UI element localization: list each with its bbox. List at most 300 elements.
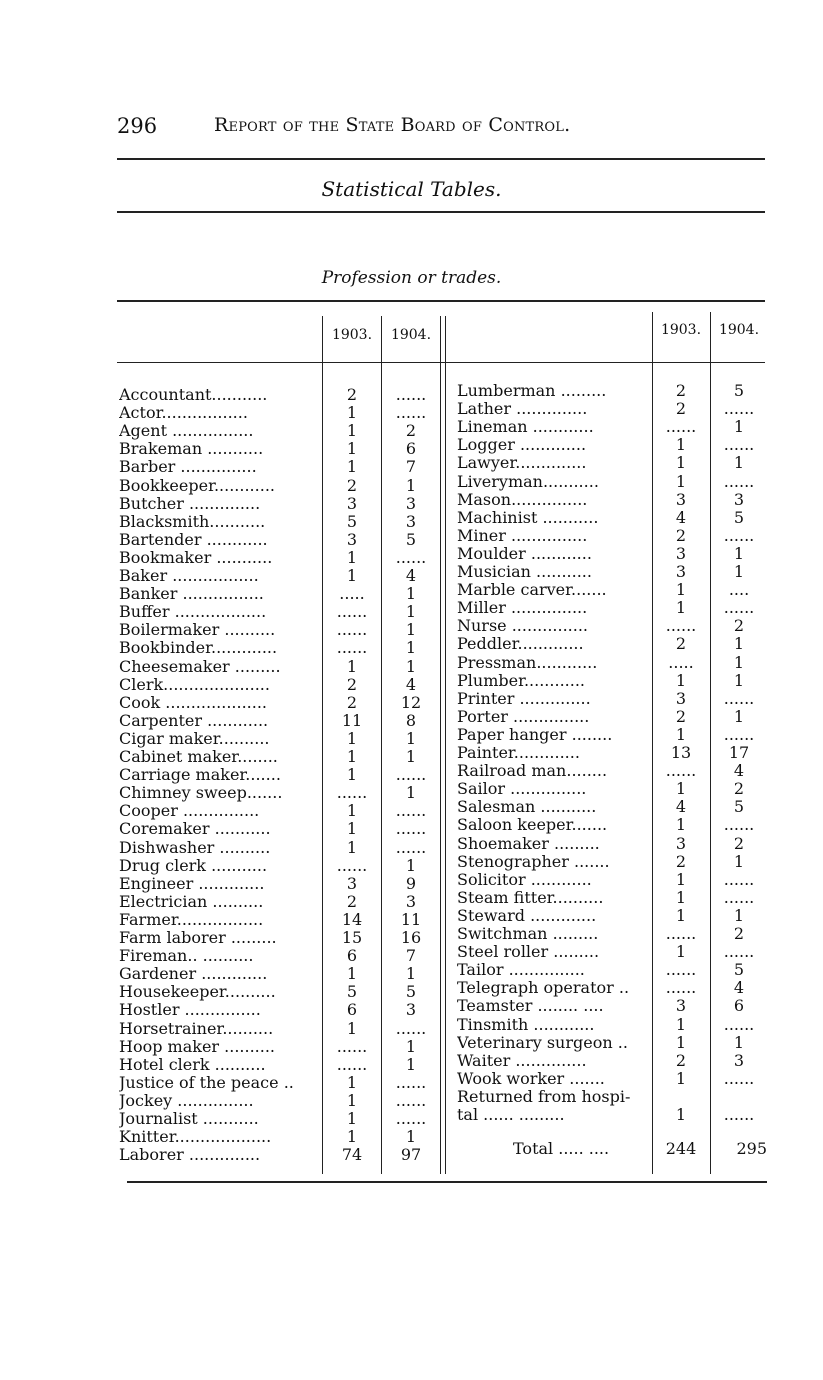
row-label: Nurse ............... (457, 617, 589, 636)
value-1903: 2 (675, 1050, 687, 1070)
table-row (119, 784, 440, 802)
value-1903: 6 (346, 946, 358, 966)
value-1904: 1 (733, 543, 745, 563)
value-1903: 1 (346, 1127, 358, 1147)
value-1904: ...... (723, 435, 755, 455)
row-label: Steel roller ......... (457, 943, 600, 962)
value-1904: 1 (733, 417, 745, 437)
value-1903: 3 (675, 996, 687, 1016)
value-1903: 1 (675, 815, 687, 835)
value-1903: 5 (346, 982, 358, 1002)
table-row (457, 997, 767, 1015)
value-1904: ...... (395, 819, 427, 839)
table-head-rule (117, 362, 765, 363)
value-1903: 2 (675, 706, 687, 726)
value-1903: 2 (346, 891, 358, 911)
value-1904: ...... (395, 1018, 427, 1038)
row-label: Cheesemaker ......... (119, 657, 281, 676)
value-1903: 1 (675, 724, 687, 744)
value-1903: 1 (675, 905, 687, 925)
value-1904: ...... (395, 403, 427, 423)
value-1904: ...... (723, 688, 755, 708)
row-label: Brakeman ........... (119, 440, 264, 459)
value-1903: 1 (346, 656, 358, 676)
value-1904: ...... (723, 1105, 755, 1124)
table-row (119, 694, 440, 712)
table-row (457, 617, 767, 635)
row-label: Bookbinder............. (119, 639, 278, 658)
value-1903: 1 (675, 580, 687, 600)
value-1904: ...... (723, 598, 755, 618)
value-1904: .... (728, 580, 750, 600)
value-1903: 3 (675, 833, 687, 853)
table-row (457, 1106, 767, 1124)
table-row (457, 599, 767, 617)
value-1903: 3 (675, 562, 687, 581)
value-1904: 3 (405, 1000, 417, 1020)
row-label: Bartender ............ (119, 530, 268, 549)
table-row (119, 676, 440, 694)
value-1904: 1 (405, 747, 417, 766)
row-label: Peddler............. (457, 635, 584, 654)
value-1903: 1 (346, 837, 358, 857)
value-1904: ...... (723, 724, 755, 744)
table-row (119, 422, 440, 440)
value-1904: ...... (723, 525, 755, 545)
row-label: Sailor ............... (457, 780, 587, 799)
table-row (119, 730, 440, 748)
row-label: Agent ................ (119, 422, 254, 441)
row-label: Miller ............... (457, 599, 588, 618)
value-1903: 1 (346, 801, 358, 821)
table-row (119, 621, 440, 639)
value-1903: 1 (346, 728, 358, 748)
value-1904: ...... (395, 1090, 427, 1110)
table-row (119, 513, 440, 531)
table-row (119, 1001, 440, 1019)
table-row (119, 983, 440, 1001)
value-1903: 74 (341, 1145, 363, 1165)
row-label: Telegraph operator .. (457, 979, 630, 998)
value-1904: 3 (405, 891, 417, 911)
value-1903: ..... (668, 652, 694, 672)
value-1904: 1 (405, 964, 417, 984)
value-1904: 5 (733, 507, 745, 527)
row-label: Housekeeper.......... (119, 983, 276, 1002)
table-row (119, 440, 440, 458)
row-label: Journalist ........... (119, 1110, 259, 1128)
table-row (119, 404, 440, 422)
value-1903: 2 (346, 475, 358, 495)
row-label: Shoemaker ......... (457, 834, 600, 853)
table-row (457, 907, 767, 925)
value-1903: 1 (346, 1018, 358, 1038)
table-row (457, 672, 767, 690)
table-row (457, 1052, 767, 1070)
total-1904: 295 (736, 1139, 767, 1158)
table-row (457, 654, 767, 672)
table-row (119, 893, 440, 911)
table-row (457, 545, 767, 563)
table-row (119, 639, 440, 657)
row-label: Lather .............. (457, 400, 588, 419)
value-1903: 1 (346, 439, 358, 459)
row-label: Hotel clerk .......... (119, 1055, 266, 1074)
table-row (457, 835, 767, 853)
value-1904: 4 (733, 978, 745, 998)
value-1904: 5 (733, 381, 745, 400)
table-row (119, 477, 440, 495)
value-1904: 2 (733, 616, 745, 636)
value-1903: 2 (675, 851, 687, 871)
value-1903: 1 (346, 819, 358, 839)
value-1903: 1 (346, 547, 358, 567)
value-1903: 1 (675, 1014, 687, 1034)
value-1904: 1 (405, 620, 417, 640)
value-1904: 7 (405, 946, 417, 966)
row-label: Wook worker ....... (457, 1069, 605, 1088)
row-label: Boilermaker .......... (119, 621, 276, 640)
table-row (457, 527, 767, 545)
table-row (457, 979, 767, 997)
value-1904: 1 (405, 783, 417, 803)
table-row (119, 585, 440, 603)
value-1903: 1 (346, 964, 358, 984)
value-1904: 11 (400, 909, 422, 929)
row-label: tal ...... ......... (457, 1106, 565, 1124)
row-label: Farm laborer ......... (119, 929, 277, 947)
value-1904: ...... (723, 887, 755, 907)
value-1903: 1 (346, 747, 358, 766)
table-row (457, 635, 767, 653)
row-label: Porter ............... (457, 707, 590, 726)
row-label: Cooper ............... (119, 802, 260, 821)
value-1903: 1 (675, 779, 687, 799)
table-row (457, 925, 767, 943)
value-1903: ...... (665, 761, 697, 781)
value-1903: 2 (346, 674, 358, 694)
value-1904: 12 (400, 692, 422, 712)
table-row (119, 386, 440, 404)
value-1903: ...... (665, 960, 697, 980)
table-row (119, 1074, 440, 1092)
row-label: Laborer .............. (119, 1146, 261, 1165)
row-label: Gardener ............. (119, 965, 268, 984)
value-1904: 9 (405, 873, 417, 893)
table-row (119, 712, 440, 730)
table-row (119, 549, 440, 567)
row-label: Liveryman........... (457, 472, 599, 491)
value-1903: 3 (675, 543, 687, 563)
value-1903: 1 (675, 670, 687, 690)
row-label: Chimney sweep....... (119, 784, 283, 803)
value-1904: 3 (405, 493, 417, 513)
table-row (457, 1088, 767, 1106)
row-label: Buffer .................. (119, 603, 267, 622)
table-row (119, 531, 440, 549)
row-label: Paper hanger ........ (457, 725, 613, 744)
row-label: Accountant........... (119, 386, 268, 404)
value-1904: 17 (728, 743, 750, 762)
value-1903: 6 (346, 1000, 358, 1020)
value-1903: 1 (675, 1105, 687, 1124)
value-1904: ...... (395, 1109, 427, 1128)
table-row (119, 567, 440, 585)
value-1904: 5 (733, 960, 745, 980)
col-1904-left: 1904. (390, 327, 432, 343)
row-label: Returned from hospi- (457, 1087, 631, 1106)
value-1903: 3 (346, 493, 358, 513)
row-label: Marble carver....... (457, 581, 607, 600)
value-1903: 1 (675, 453, 687, 473)
value-1904: 5 (733, 797, 745, 817)
value-1904: ...... (395, 801, 427, 821)
value-1904: 3 (405, 511, 417, 531)
value-1904: 1 (405, 602, 417, 622)
value-1903: 1 (346, 1072, 358, 1092)
table-row (457, 473, 767, 491)
table-row (119, 820, 440, 838)
value-1903: 1 (346, 403, 358, 423)
value-1903: 11 (341, 710, 363, 730)
table-row (119, 875, 440, 893)
row-label: Cook .................... (119, 693, 268, 712)
table-row (457, 581, 767, 599)
row-label: Waiter .............. (457, 1051, 587, 1070)
value-1903: 3 (346, 873, 358, 893)
row-label: Printer .............. (457, 689, 591, 708)
value-1904: ...... (723, 1068, 755, 1088)
table-row (119, 603, 440, 621)
row-label: Bookkeeper............ (119, 476, 275, 495)
value-1903: 1 (675, 598, 687, 618)
row-label: Engineer ............. (119, 874, 265, 893)
value-1904: ...... (723, 399, 755, 419)
value-1904: 1 (405, 638, 417, 658)
value-1903: 1 (675, 435, 687, 455)
row-label: Musician ........... (457, 563, 592, 581)
col-1904-right: 1904. (718, 322, 760, 338)
value-1904: ...... (723, 815, 755, 835)
value-1903: 2 (346, 692, 358, 712)
row-label: Barber ............... (119, 458, 257, 477)
table-row (457, 798, 767, 816)
table-row (119, 1110, 440, 1128)
table-row (119, 1020, 440, 1038)
value-1904: 6 (405, 439, 417, 459)
value-1903: 1 (675, 869, 687, 889)
col-1903-left: 1903. (331, 327, 373, 343)
value-1903: ...... (336, 1054, 368, 1074)
table-row (457, 708, 767, 726)
value-1904: 7 (405, 457, 417, 477)
row-label: Cigar maker.......... (119, 729, 270, 748)
row-label: Hoop maker .......... (119, 1037, 276, 1056)
value-1904: 2 (405, 421, 417, 441)
value-1903: 1 (346, 765, 358, 785)
value-1904: 2 (733, 924, 745, 943)
row-label: Knitter................... (119, 1128, 272, 1147)
total-label: Total ..... .... (513, 1139, 610, 1158)
table-row (457, 726, 767, 744)
table-row (119, 1092, 440, 1110)
row-label: Stenographer ....... (457, 852, 610, 871)
row-label: Jockey ............... (119, 1091, 254, 1110)
row-label: Logger ............. (457, 436, 587, 455)
row-label: Cabinet maker........ (119, 748, 278, 766)
value-1904: 1 (405, 728, 417, 748)
running-title: Report of the State Board of Control. (214, 114, 571, 136)
row-label: Veterinary surgeon .. (457, 1033, 628, 1052)
table-bottom-rule (127, 1181, 767, 1183)
row-label: Clerk..................... (119, 675, 270, 694)
row-label: Dishwasher .......... (119, 838, 271, 857)
value-1904: ...... (395, 837, 427, 857)
value-1903: ...... (665, 417, 697, 437)
value-1904: 1 (405, 855, 417, 875)
row-label: Tailor ............... (457, 961, 585, 980)
row-label: Coremaker ........... (119, 820, 271, 839)
value-1903: 4 (675, 797, 687, 817)
row-label: Steam fitter.......... (457, 888, 604, 907)
value-1904: 6 (733, 996, 745, 1016)
value-1903: 2 (675, 634, 687, 654)
value-1903: 3 (675, 688, 687, 708)
value-1904: 1 (405, 1036, 417, 1056)
table-row (119, 495, 440, 513)
value-1904: 1 (733, 706, 745, 726)
value-1903: 1 (675, 471, 687, 491)
row-label: Lawyer.............. (457, 454, 587, 473)
table-row (457, 1034, 767, 1052)
table-row (457, 1070, 767, 1088)
value-1904: 1 (733, 634, 745, 654)
value-1904: 4 (405, 674, 417, 694)
row-label: Blacksmith........... (119, 512, 266, 531)
row-label: Lumberman ......... (457, 382, 607, 400)
table-row (119, 1128, 440, 1146)
value-1904: ...... (395, 547, 427, 567)
row-label: Electrician .......... (119, 892, 264, 911)
table-row (457, 690, 767, 708)
table-row (457, 871, 767, 889)
section-title: Statistical Tables. (321, 177, 502, 201)
value-1903: 1 (346, 457, 358, 477)
value-1903: 1 (346, 421, 358, 441)
value-1903: 2 (675, 525, 687, 545)
value-1904: 97 (400, 1145, 422, 1165)
value-1904: ...... (395, 385, 427, 404)
value-1903: ...... (336, 1036, 368, 1056)
table-row (457, 418, 767, 436)
value-1904: 1 (405, 1127, 417, 1147)
row-label: Actor................. (119, 404, 248, 423)
table-row (457, 943, 767, 961)
value-1904: ...... (723, 1014, 755, 1034)
table-row (457, 400, 767, 418)
table-row (457, 436, 767, 454)
page-number: 296 (117, 114, 158, 138)
value-1903: ...... (665, 616, 697, 636)
row-label: Moulder ............ (457, 544, 592, 563)
value-1904: 8 (405, 710, 417, 730)
row-label: Solicitor ............ (457, 870, 592, 889)
table-row (457, 780, 767, 798)
value-1904: 2 (733, 833, 745, 853)
table-row (457, 816, 767, 834)
table-row (457, 889, 767, 907)
divider-center-b (445, 316, 446, 1174)
value-1904: ...... (395, 1072, 427, 1092)
table-row (119, 1056, 440, 1074)
row-label: Hostler ............... (119, 1001, 261, 1020)
table-row (457, 382, 767, 400)
row-label: Drug clerk ........... (119, 856, 268, 875)
value-1904: 1 (733, 652, 745, 672)
row-label: Fireman.. .......... (119, 947, 254, 966)
value-1904: 1 (405, 656, 417, 676)
value-1903: 3 (675, 489, 687, 509)
row-label: Plumber............ (457, 671, 585, 690)
value-1903: 4 (675, 507, 687, 527)
row-label: Carpenter ............ (119, 711, 269, 730)
col-1903-right: 1903. (660, 322, 702, 338)
value-1904: 4 (405, 566, 417, 585)
value-1903: ...... (336, 855, 368, 875)
value-1904: 3 (733, 1050, 745, 1070)
row-label: Salesman ........... (457, 798, 597, 817)
table-row (457, 1016, 767, 1034)
value-1903: 2 (346, 385, 358, 404)
value-1903: ...... (336, 602, 368, 622)
table-row (119, 748, 440, 766)
value-1904: ...... (723, 869, 755, 889)
table-row (457, 961, 767, 979)
table-row (119, 658, 440, 676)
value-1903: ...... (665, 978, 697, 998)
value-1904: ...... (395, 765, 427, 785)
row-label: Lineman ............ (457, 418, 594, 437)
row-label: Tinsmith ............ (457, 1015, 595, 1034)
row-label: Justice of the peace .. (119, 1073, 294, 1092)
value-1903: ...... (336, 638, 368, 658)
value-1904: 1 (733, 562, 745, 581)
value-1903: 1 (675, 942, 687, 962)
value-1904: 16 (400, 928, 422, 947)
row-label: Painter............. (457, 744, 580, 762)
table-row (457, 563, 767, 581)
table-row (457, 744, 767, 762)
row-label: Carriage maker....... (119, 766, 281, 785)
table-top-rule (117, 300, 765, 302)
value-1904: 1 (405, 475, 417, 495)
value-1904: 1 (405, 1054, 417, 1074)
header-rule (117, 158, 765, 160)
divider-center-a (440, 316, 441, 1174)
total-1903: 244 (665, 1139, 697, 1158)
value-1903: ...... (665, 924, 697, 943)
value-1903: 2 (675, 381, 687, 400)
table-row (119, 965, 440, 983)
value-1904: 1 (405, 584, 417, 604)
row-label: Baker ................. (119, 567, 259, 585)
value-1903: 2 (675, 399, 687, 419)
value-1903: ..... (339, 584, 365, 604)
value-1903: 1 (675, 887, 687, 907)
row-label: Mason............... (457, 490, 588, 509)
value-1904: 1 (733, 851, 745, 871)
value-1904: 1 (733, 453, 745, 473)
